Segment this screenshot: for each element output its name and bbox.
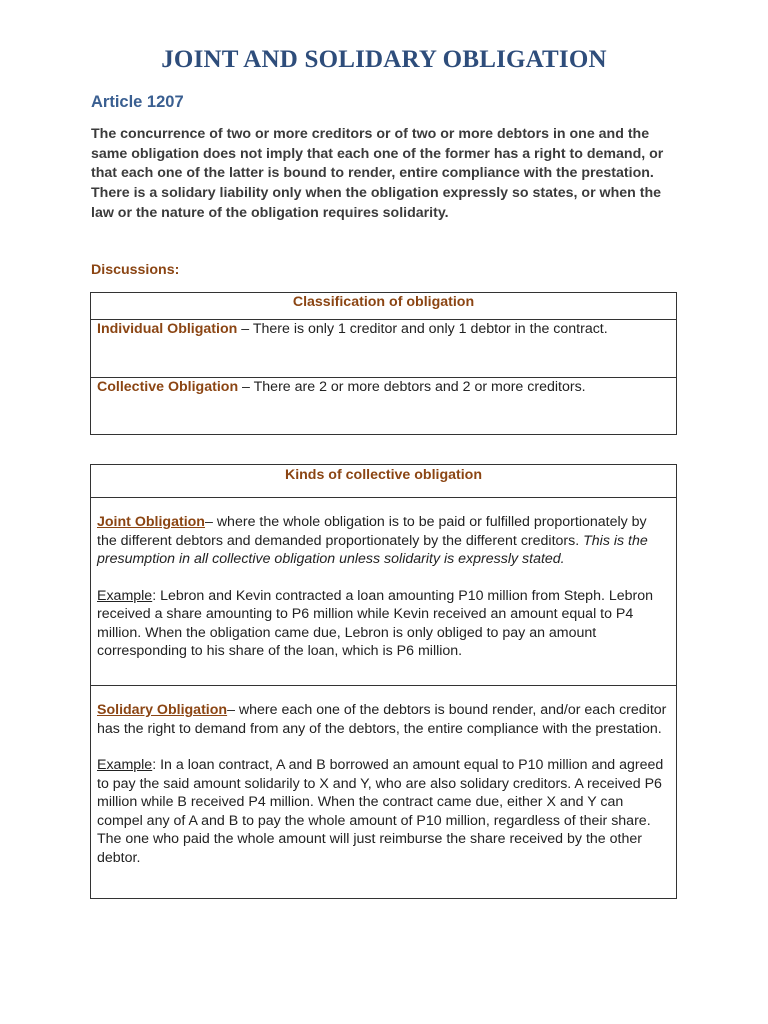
individual-obligation-term: Individual Obligation <box>97 321 238 337</box>
article-text: The concurrence of two or more creditors or of two or more debtors in one and the same obligation does not imply that each one of the former has a right to demand, or that each one of the latter is bound to render, entire compliance with the prestation. There is a solidary liability only when the obligation expressly so states, or when the law or the nature of the obligation requires solidarity. <box>91 126 664 221</box>
kinds-header: Kinds of collective obligation <box>91 465 676 498</box>
joint-example-label: Example <box>97 587 153 604</box>
solidary-obligation-example <box>97 756 670 867</box>
solidary-obligation-row <box>91 685 676 898</box>
collective-obligation-row <box>91 377 676 434</box>
joint-obligation-definition <box>97 513 670 569</box>
kinds-table <box>90 464 677 899</box>
page-title: JOINT AND SOLIDARY OBLIGATION <box>161 46 607 73</box>
solidary-obligation-definition <box>97 701 670 738</box>
individual-obligation-text: – There is only 1 creditor and only 1 debtor in the contract. <box>237 321 608 337</box>
solidary-example-label: Example <box>97 757 153 773</box>
solidary-obligation-term: Solidary Obligation <box>97 702 228 718</box>
collective-obligation-term: Collective Obligation <box>97 379 239 395</box>
joint-obligation-row <box>91 498 676 685</box>
collective-obligation-text: – There are 2 or more debtors and 2 or more creditors. <box>238 379 586 395</box>
classification-table <box>90 292 677 435</box>
joint-obligation-text: – where the whole obligation is to be paid or fulfilled proportionately by the different debtors and demanded proportionately by the different creditors. <box>97 514 647 549</box>
joint-obligation-term: Joint Obligation <box>97 514 205 530</box>
article-heading: Article 1207 <box>91 93 184 111</box>
classification-header: Classification of obligation <box>91 293 676 320</box>
discussions-label: Discussions: <box>91 262 180 278</box>
joint-obligation-presumption: This is the presumption in all collective obligation unless solidarity is expressly stated. <box>97 532 648 567</box>
solidary-obligation-text: – where each one of the debtors is bound render, and/or each creditor has the right to demand from any of the debtors, the entire compliance with the prestation. <box>97 702 667 737</box>
joint-obligation-example <box>97 587 670 661</box>
joint-example-text: : Lebron and Kevin contracted a loan amounting P10 million from Steph. Lebron received a share amounting to P6 million while Kevin received an amount equal to P4 million. When the obligation came due, Lebron is only obliged to pay an amount corresponding to his share of the loan, which is P6 million. <box>97 587 654 659</box>
solidary-example-text: : In a loan contract, A and B borrowed an amount equal to P10 million and agreed to pay the said amount solidarily to X and Y, who are also solidary creditors. A received P6 million while B received P4 million. When the contract came due, either X and Y can compel any of A and B to pay the whole amount of P10 million, regardless of their share. The one who paid the whole amount will just reimburse the share received by the other debtor. <box>97 757 664 866</box>
individual-obligation-row <box>91 320 676 377</box>
